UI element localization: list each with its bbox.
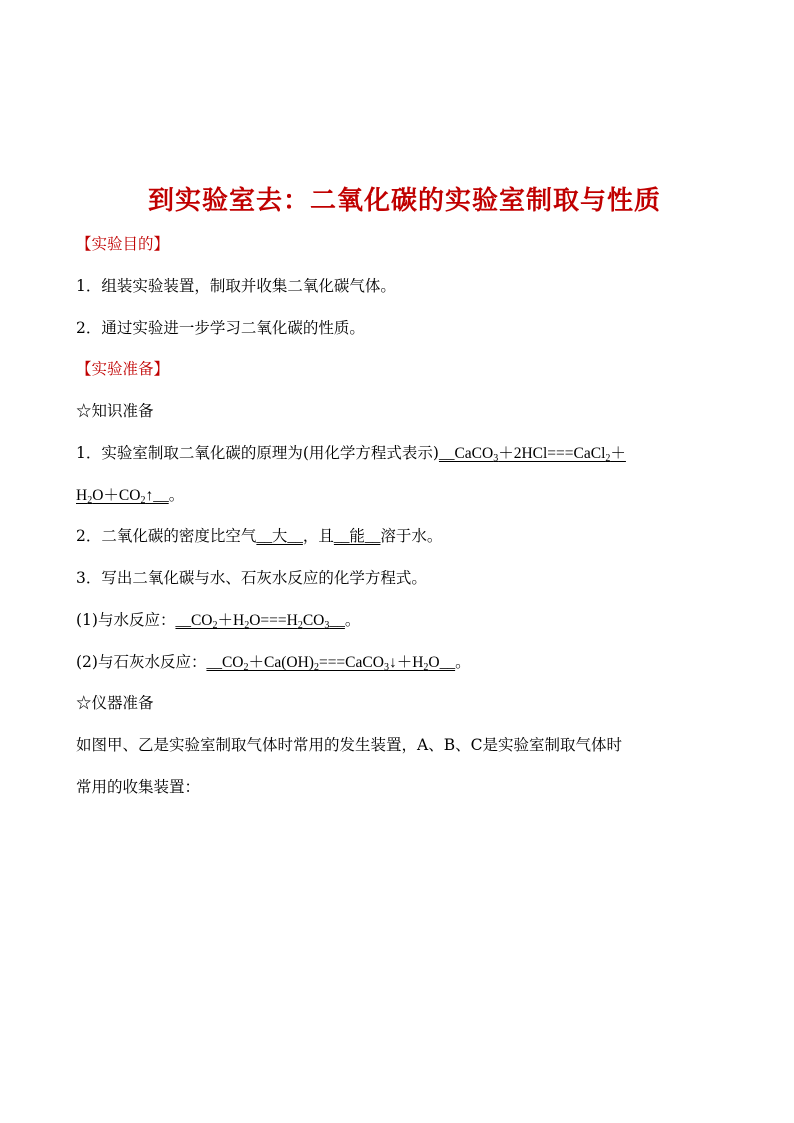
section-heading-purpose: 【实验目的】 bbox=[76, 235, 170, 253]
question-1-line-2: $H_2O+CO_2↑\_\_$。 bbox=[76, 486, 185, 506]
question-2-answer-1: __大__ bbox=[256, 528, 303, 545]
knowledge-prep-heading: ☆知识准备 bbox=[76, 402, 154, 420]
question-3-part-1: (1)与水反应：$\_\_CO_2+H_2O===H_2CO_3\_\_$。 bbox=[76, 611, 361, 631]
question-1-answer-part-1: __CaCO$_3$＋2HCl===CaCl$_2$＋ bbox=[438, 445, 626, 464]
page-title: 到实验室去：二氧化碳的实验室制取与性质 bbox=[148, 186, 662, 216]
question-2-answer-2: __能__ bbox=[333, 528, 381, 545]
question-1-text: 1．实验室制取二氧化碳的原理为(用化学方程式表示) bbox=[76, 444, 439, 462]
instrument-prep-heading: ☆仪器准备 bbox=[76, 694, 154, 712]
question-3: 3．写出二氧化碳与水、石灰水反应的化学方程式。 bbox=[76, 569, 427, 587]
question-2: 2．二氧化碳的密度比空气__大__，且__能__溶于水。 bbox=[76, 527, 443, 545]
question-1-answer-part-2: $H_2O+CO_2↑\_\_$ bbox=[76, 487, 169, 506]
description-line-2: 常用的收集装置： bbox=[76, 778, 201, 796]
question-3-part-1-answer: $\_\_CO_2+H_2O===H_2CO_3\_\_$ bbox=[175, 612, 345, 631]
question-1-line-1 bbox=[76, 441, 626, 464]
question-3-part-2-answer: $\_\_CO_2+Ca(OH)_2===CaCO_3↓+H_2O\_\_$ bbox=[206, 654, 456, 673]
goal-item-2: 2．通过实验进一步学习二氧化碳的性质。 bbox=[76, 319, 365, 337]
goal-item-1: 1．组装实验装置，制取并收集二氧化碳气体。 bbox=[76, 277, 396, 295]
question-3-part-2: (2)与石灰水反应：$\_\_CO_2+Ca(OH)_2===CaCO_3↓+H_2O\_\_$。 bbox=[76, 653, 471, 673]
section-heading-preparation: 【实验准备】 bbox=[76, 360, 170, 378]
description-line-1: 如图甲、乙是实验室制取气体时常用的发生装置，A、B、C是实验室制取气体时 bbox=[76, 736, 622, 754]
